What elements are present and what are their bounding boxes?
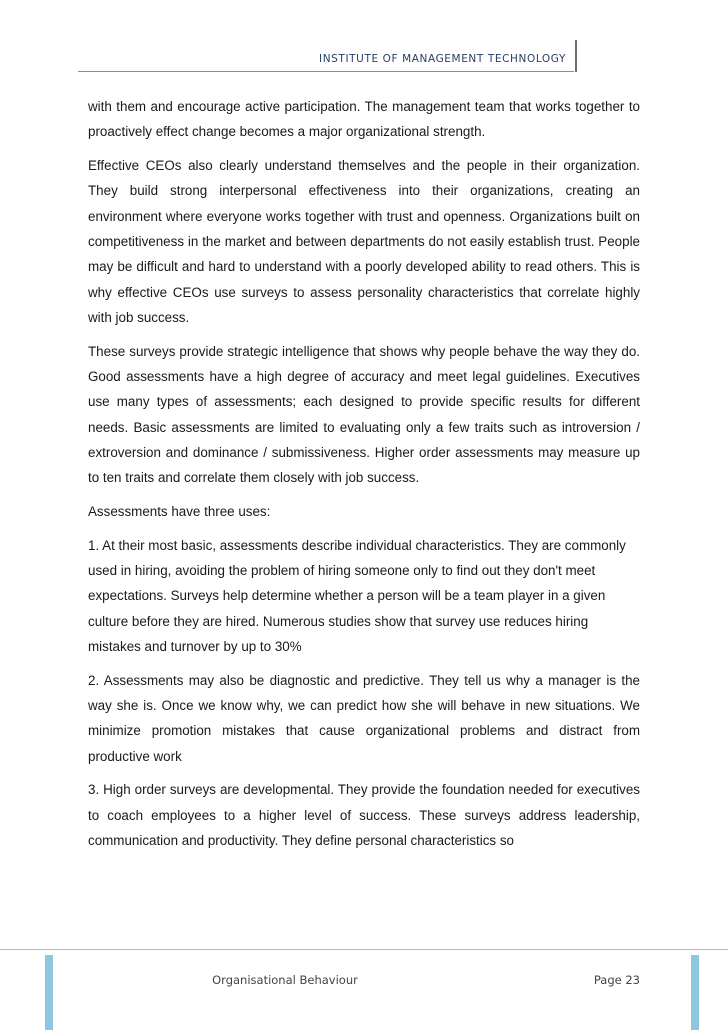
paragraph: with them and encourage active participation. The management team that works together to proactively effect change becomes a major organizational strength. (88, 99, 640, 140)
paragraph: Assessments have three uses: (88, 503, 271, 519)
footer-course-title: Organisational Behaviour (212, 973, 358, 987)
paragraph: 2. Assessments may also be diagnostic and predictive. They tell us why a manager is the way she is. Once we know why, we can predict how she will behave in new situations. We minimize promotion mistakes that cause organizational problems and distract from productive work (88, 672, 640, 764)
paragraph: 3. High order surveys are developmental. They provide the foundation needed for executives to coach employees to a higher level of success. These surveys address leadership, communication and productivity. They define personal characteristics so (88, 782, 640, 849)
header-vertical-rule (575, 40, 577, 72)
paragraph: 1. At their most basic, assessments describe individual characteristics. They are commonly used in hiring, avoiding the problem of hiring someone only to find out they don't meet expectations. Surveys help determine whether a person will be a team player in a given culture before they are hired. Numerous studies show that survey use reduces hiring mistakes and turnover by up to 30% (88, 537, 626, 654)
footer-rule (0, 949, 728, 950)
body-text (88, 94, 640, 862)
paragraph: Effective CEOs also clearly understand themselves and the people in their organization. They build strong interpersonal effectiveness into their organizations, creating an environment where everyone works together with trust and openness. Organizations built on competitiveness in the market and between departments do not easily establish trust. People may be difficult and hard to understand with a poorly developed ability to read others. This is why effective CEOs use surveys to assess personality characteristics that correlate highly with job success. (88, 158, 640, 325)
running-header-title: INSTITUTE OF MANAGEMENT TECHNOLOGY (319, 53, 566, 65)
footer-band (45, 955, 699, 1030)
paragraph: These surveys provide strategic intelligence that shows why people behave the way they do. Good assessments have a high degree of accuracy and meet legal guidelines. Executives use many types of assessments; each designed to provide specific results for different needs. Basic assessments are limited to evaluating only a few traits such as introversion / extroversion and dominance / submissiveness. Higher order assessments may measure up to ten traits and correlate them closely with job success. (88, 343, 640, 486)
page-number: Page 23 (593, 973, 640, 987)
header-rule (78, 71, 574, 72)
